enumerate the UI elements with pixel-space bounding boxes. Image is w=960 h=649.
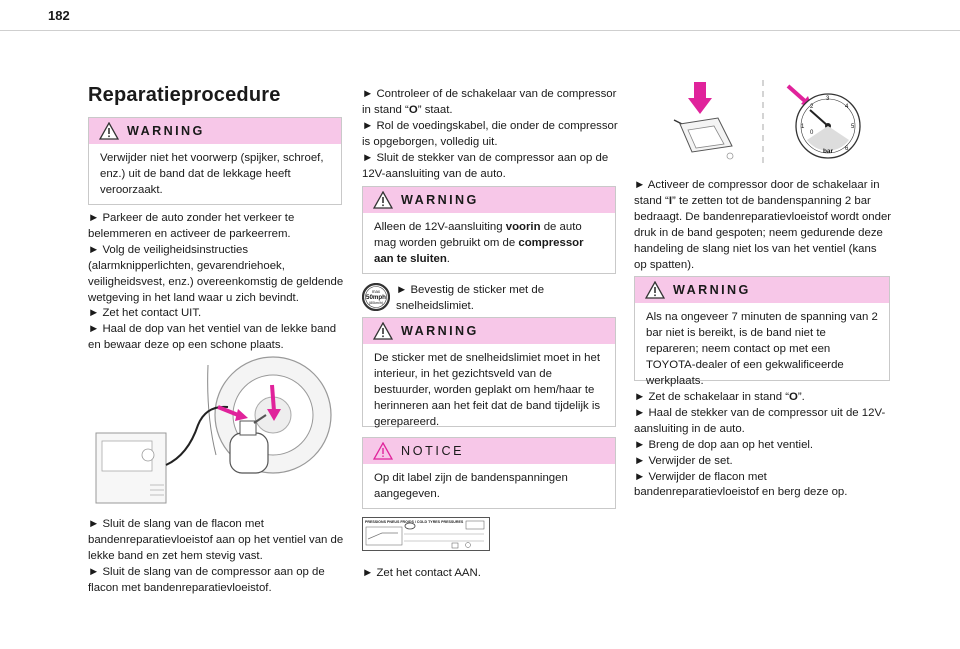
svg-text:1: 1 (801, 124, 805, 130)
warning-header (635, 277, 889, 303)
svg-text:PRESSIONS PNEUS FROIDS / COLD: PRESSIONS PNEUS FROIDS / COLD TYRES PRESSURES (365, 520, 464, 524)
page-number: 182 (48, 8, 70, 23)
warning-box-sticker (362, 317, 616, 427)
svg-text:2: 2 (810, 104, 814, 110)
notice-text: Op dit label zijn de bandenspanningen aangegeven. (374, 472, 568, 500)
warning-label: WARNING (401, 324, 479, 338)
warning-text: Alleen de 12V-aansluiting voorin de auto mag worden gebruikt om de compressor aan te sluiten. (374, 221, 584, 265)
notice-box (362, 437, 616, 509)
step-switch-off: ► Zet de schakelaar in stand “O”. (634, 391, 805, 403)
warning-label: WARNING (127, 124, 205, 138)
notice-triangle-icon (373, 442, 393, 460)
warning-label: WARNING (401, 193, 479, 207)
svg-text:6: 6 (845, 146, 849, 152)
bottle-connection-illustration (88, 355, 344, 505)
step-ignition-off: ► Zet het contact UIT. (88, 307, 202, 320)
warning-header (89, 118, 341, 144)
warning-text: De sticker met de snelheidslimiet moet in het interieur, in het gezichtsveld van de bestuurder, worden geplakt om hem/haar te herinneren aan het feit dat de band tijdelijk is gerepareerd. (374, 352, 601, 428)
step-connect-bottle: ► Sluit de slang van de flacon met bandenreparatievloeistof aan op het ventiel van de lekke band en zet hem stevig vast. (88, 518, 344, 562)
step-store-bottle: ► Verwijder de flacon met bandenreparatievloeistof en berg deze op. (634, 470, 848, 499)
warning-text: Als na ongeveer 7 minuten de spanning van 2 bar niet is bereikt, is de band niet te repareren; neem contact op met een TOYOTA-dealer of een gekwalificeerde werkplaats. (646, 311, 878, 387)
notice-label: NOTICE (401, 444, 465, 458)
warning-box-socket (362, 186, 616, 274)
step-sticker: ► Bevestig de sticker met de snelheidslimiet. (396, 284, 545, 312)
step-valve-cap: ► Haal de dop van het ventiel van de lekke band en bewaar deze op een schone plaats. (88, 323, 337, 352)
step-park: ► Parkeer de auto zonder het verkeer te belemmeren en activeer de parkeerrem. (88, 212, 295, 240)
top-rule (0, 30, 960, 31)
svg-text:0: 0 (810, 130, 814, 136)
svg-text:max: max (372, 289, 380, 294)
compressor-gauge-illustration (660, 80, 870, 166)
speed-limit-icon (362, 283, 390, 311)
step-plug-in: ► Sluit de stekker van de compressor aan op de 12V-aansluiting van de auto. (362, 151, 609, 180)
warning-triangle-icon (99, 122, 119, 140)
page-title: Reparatieprocedure (88, 84, 281, 106)
warning-header (363, 187, 615, 213)
steps-finish (634, 390, 892, 501)
step-activate-compressor: ► Activeer de compressor door de schakelaar in stand “I” te zetten tot de bandenspanning 2 bar bedraagt. De bandenreparatievloeistof wordt onder druk in de band gespoten; neem gedurende deze handeling de slang niet los van het ventiel (kans op spatten). (634, 179, 892, 271)
warning-triangle-icon (645, 281, 665, 299)
step-switch-check: ► Controleer of de schakelaar van de compressor in stand “O” staat. (362, 88, 617, 116)
step-safety: ► Volg de veiligheidsinstructies (alarmknipperlichten, gevarendriehoek, veiligheidsvest, enz.) overeenkomstig de geldende wetgeving in het land waar u zich bevindt. (88, 243, 344, 304)
svg-text:3: 3 (826, 96, 830, 102)
warning-box-pressure (634, 276, 890, 387)
svg-text:bar: bar (822, 148, 834, 155)
svg-text:5: 5 (851, 124, 855, 130)
warning-box-object (88, 117, 342, 205)
step-remove-kit: ► Verwijder de set. (634, 454, 733, 467)
svg-text:50mph: 50mph (366, 294, 386, 301)
step-ignition-on: ► Zet het contact AAN. (362, 567, 481, 579)
step-refit-cap: ► Breng de dop aan op het ventiel. (634, 438, 814, 451)
warning-header (363, 318, 615, 344)
notice-header (363, 438, 615, 464)
step-unplug: ► Haal de stekker van de compressor uit de 12V-aansluiting in de auto. (634, 406, 886, 435)
steps-compressor (362, 87, 618, 182)
steps-connect (88, 517, 344, 597)
warning-triangle-icon (373, 191, 393, 209)
warning-triangle-icon (373, 322, 393, 340)
tyre-pressure-label-image (362, 517, 490, 551)
step-unroll-cable: ► Rol de voedingskabel, die onder de compressor is opgeborgen, volledig uit. (362, 119, 618, 148)
svg-text:4: 4 (845, 104, 849, 110)
step-connect-compressor: ► Sluit de slang van de compressor aan op de flacon met bandenreparatievloeistof. (88, 565, 325, 594)
warning-text: Verwijder niet het voorwerp (spijker, schroef, enz.) uit de band dat de lekkage heeft veroorzaakt. (100, 152, 324, 196)
steps-prepare (88, 211, 344, 354)
svg-text:(80km/h): (80km/h) (368, 301, 384, 305)
warning-label: WARNING (673, 283, 751, 297)
